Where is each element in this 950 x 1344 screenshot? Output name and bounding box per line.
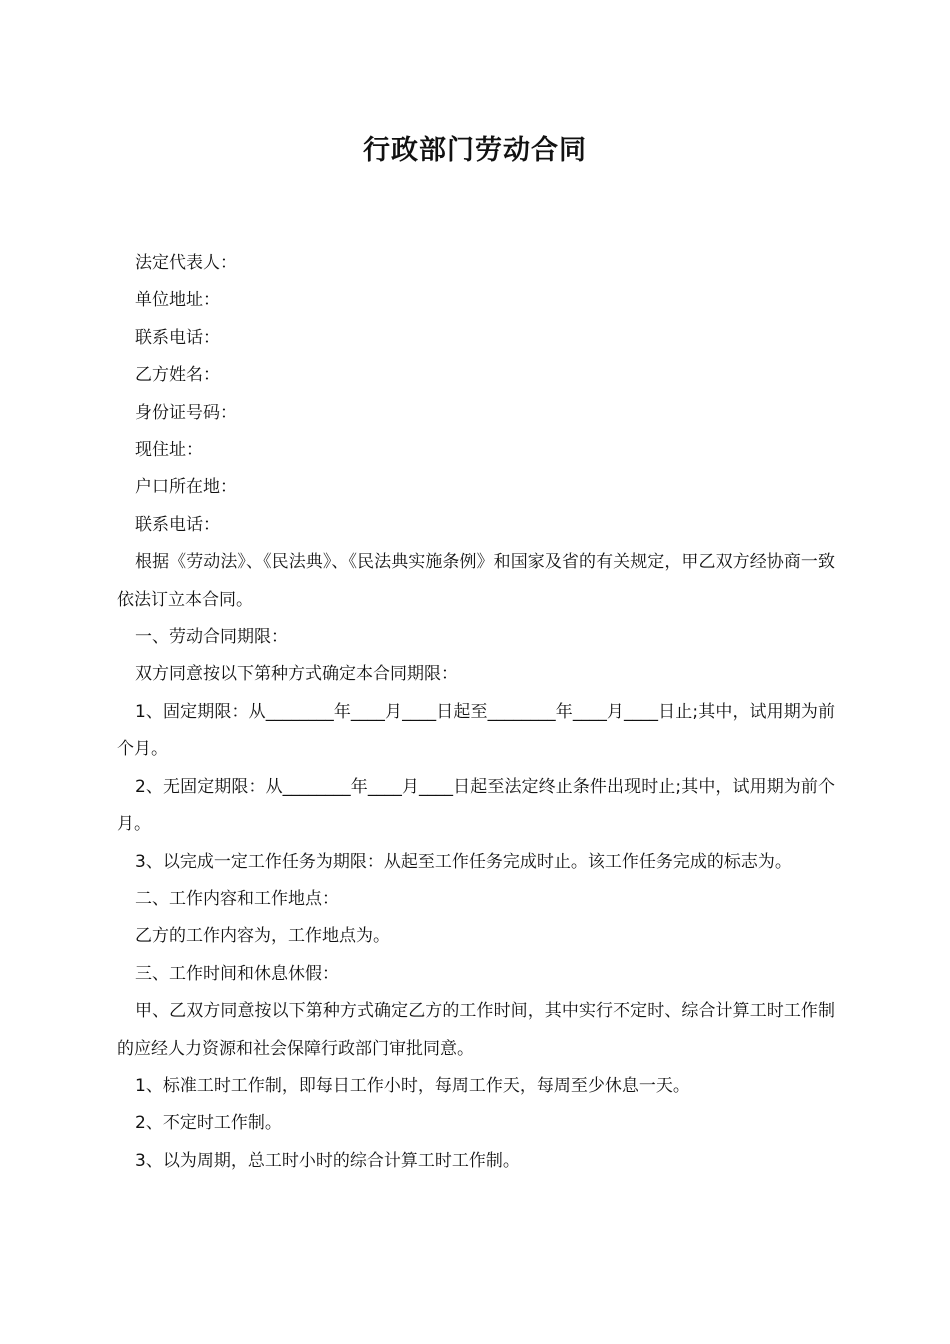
working-hours-intro: 甲、乙双方同意按以下第种方式确定乙方的工作时间，其中实行不定时、综合计算工时工作制的应经人力资源和社会保障行政部门审批同意。 <box>117 1001 835 1059</box>
contract-term-option-fixed: 1、固定期限：从________年____月____日起至________年____月____日止;其中，试用期为前个月。 <box>117 701 835 760</box>
work-content-paragraph: 乙方的工作内容为，工作地点为。 <box>135 926 390 947</box>
field-party-b-name: 乙方姓名： <box>135 365 220 386</box>
section-heading-working-hours: 三、工作时间和休息休假： <box>135 963 339 984</box>
field-id-number: 身份证号码： <box>135 402 237 423</box>
field-party-b-phone: 联系电话： <box>135 514 220 535</box>
contract-term-option-task: 3、以完成一定工作任务为期限：从起至工作任务完成时止。该工作任务完成的标志为。 <box>135 851 792 872</box>
document-title: 行政部门劳动合同 <box>363 135 587 166</box>
section-heading-work-content: 二、工作内容和工作地点： <box>135 888 339 909</box>
field-company-phone: 联系电话： <box>135 327 220 348</box>
field-legal-representative: 法定代表人： <box>135 253 237 273</box>
document-body <box>117 245 835 1180</box>
contract-term-option-open-ended: 2、无固定期限：从________年____月____日起至法定终止条件出现时止;其中，试用期为前个月。 <box>117 776 835 835</box>
working-hours-option-flexible: 2、不定时工作制。 <box>135 1113 282 1134</box>
working-hours-option-standard: 1、标准工时工作制，即每日工作小时，每周工作天，每周至少休息一天。 <box>135 1075 690 1096</box>
section-heading-contract-term: 一、劳动合同期限： <box>135 627 288 648</box>
field-company-address: 单位地址： <box>135 290 220 311</box>
field-current-address: 现住址： <box>135 440 203 461</box>
contract-term-intro: 双方同意按以下第种方式确定本合同期限： <box>135 664 458 685</box>
field-household-registration: 户口所在地： <box>135 477 237 498</box>
preamble-paragraph: 根据《劳动法》、《民法典》、《民法典实施条例》和国家及省的有关规定，甲乙双方经协商一致依法订立本合同。 <box>117 552 835 610</box>
working-hours-option-comprehensive: 3、以为周期，总工时小时的综合计算工时工作制。 <box>135 1150 520 1171</box>
